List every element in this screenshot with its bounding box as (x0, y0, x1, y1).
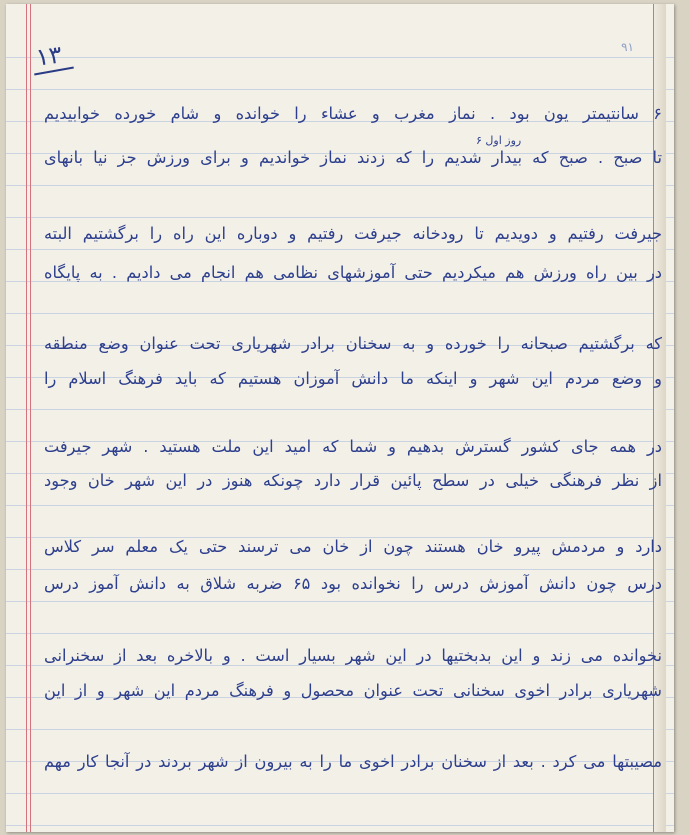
text-line-1: ۶ سانتیمتر یون بود . نماز مغرب و عشاء را خوانده و شام خورده خوابیدیم (44, 104, 662, 123)
text-line-13: مصیبتها می کرد . بعد از سخنان برادر اخوی ما را به بیرون از شهر بردند در آنجا کار مهم (44, 752, 662, 771)
text-line-6: و وضع مردم این شهر و اینکه ما دانش آموزان هستیم که باید فرهنگ اسلام را (44, 369, 662, 388)
interlinear-note: روز اول ۶ (476, 134, 522, 147)
text-line-12: شهریاری برادر اخوی سخنانی تحت عنوان محصول و فرهنگ مردم این شهر و از این (44, 681, 662, 700)
text-line-5: که برگشتیم صبحانه را خورده و به سخنان برادر شهریاری تحت عنوان وضع منطقه (44, 334, 662, 353)
text-line-7: در همه جای کشور گسترش بدهیم و شما که امید این ملت هستید . شهر جیرفت (44, 437, 662, 456)
notebook-page (6, 4, 674, 832)
page-number: ۱۳ (34, 40, 64, 72)
text-line-2: تا صبح . صبح که بیدار شدیم را که زدند نماز خواندیم و برای ورزش جز نیا بانهای (44, 148, 662, 167)
text-line-10: درس چون دانش آموزش درس را نخوانده بود ۶۵ ضربه شلاق به دانش آموز درس (44, 574, 662, 593)
page-edge (654, 4, 666, 832)
text-line-4: در بین راه ورزش هم میکردیم حتی آموزشهای نظامی هم انجام می دادیم . به پایگاه (44, 263, 662, 282)
corner-page-mark: ۹۱ (621, 40, 634, 54)
text-line-9: دارد و مردمش پیرو خان هستند چون از خان می ترسند حتی یک معلم سر کلاس (44, 537, 662, 556)
text-line-3: جیرفت رفتیم و دویدیم تا رودخانه جیرفت رفتیم و دوباره این راه را برگشتیم البته (44, 224, 662, 243)
left-margin-line (26, 4, 27, 832)
text-line-11: نخوانده می زند و این بدبختیها در این شهر بسیار است . و بالاخره بعد از سخنرانی (44, 646, 662, 665)
text-line-8: از نظر فرهنگی خیلی در سطح پائین قرار دارد چونکه هنوز در این شهر خان وجود (44, 471, 662, 490)
left-margin-line-2 (30, 4, 31, 832)
